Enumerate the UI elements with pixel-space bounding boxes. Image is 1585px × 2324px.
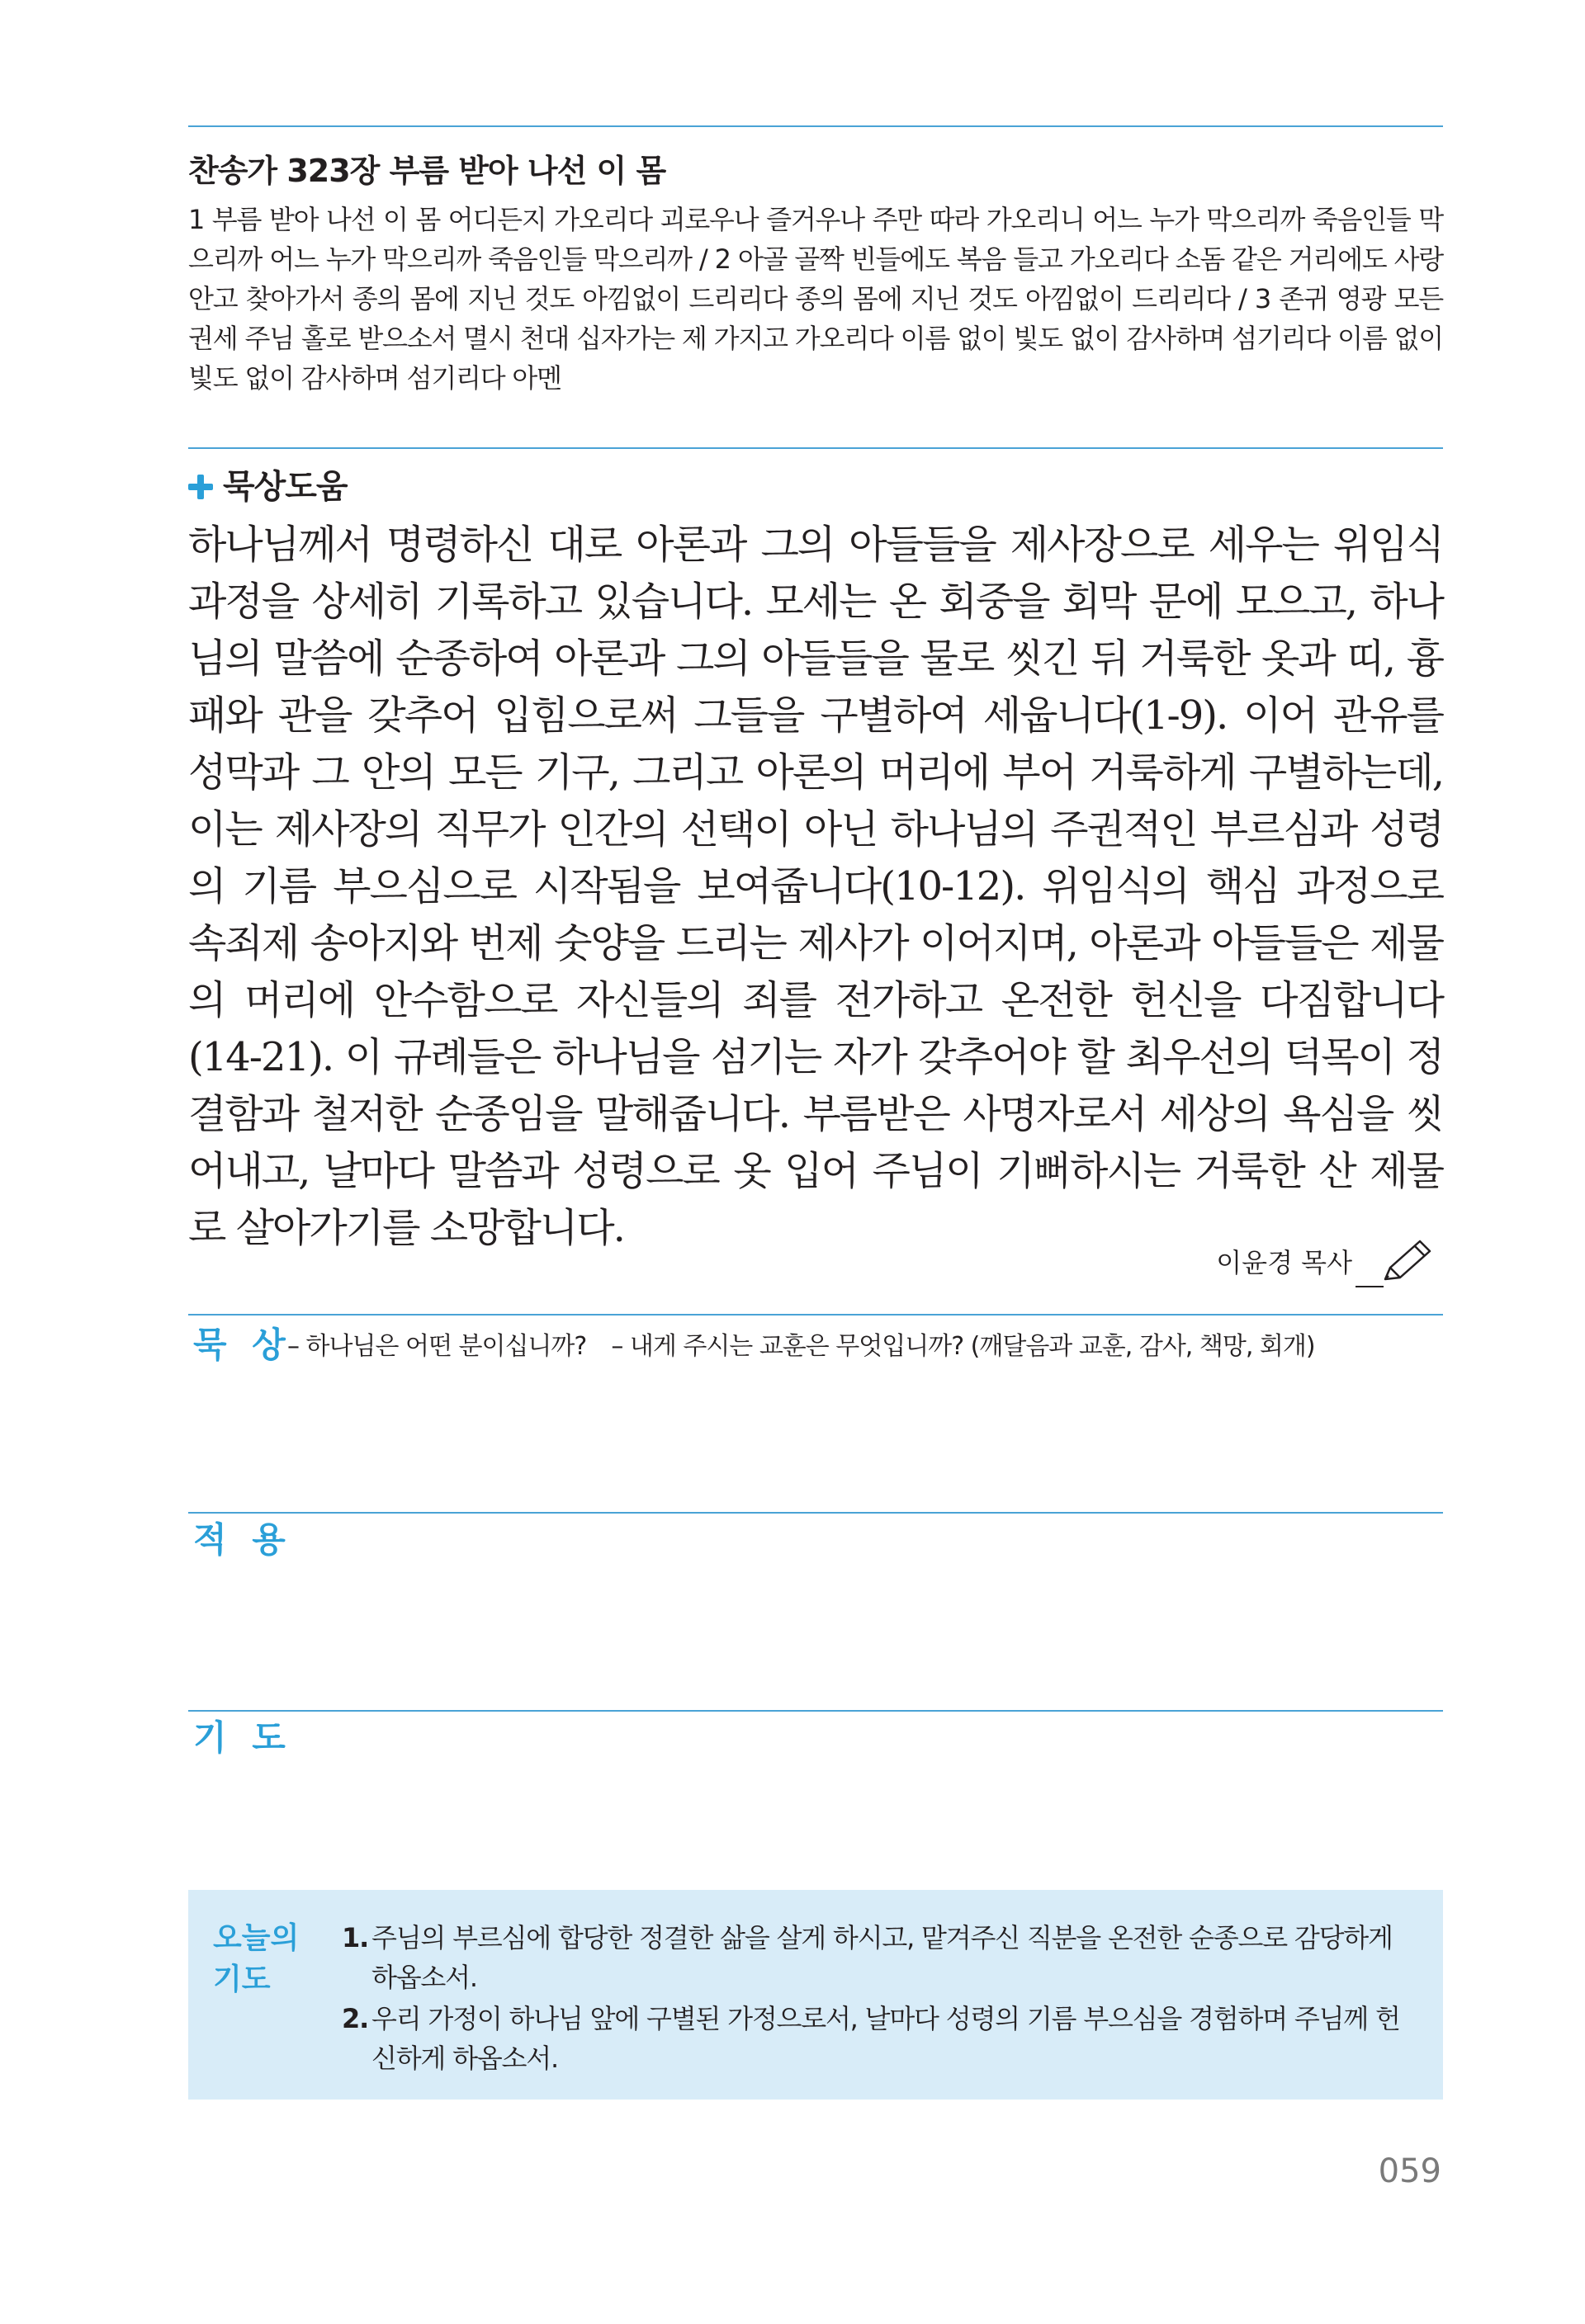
page-number: 059 [1378,2152,1441,2190]
prayer-label: 기 도 [193,1717,292,1758]
list-item [342,1918,1415,1997]
prayer-rule [188,1710,1443,1712]
meditation-prompts [287,1329,1315,1365]
meditation-prompt-1: – 하나님은 어떤 분이십니까? [287,1332,587,1361]
prayer-text: 우리 가정이 하나님 앞에 구별된 가정으로서, 날마다 성령의 기름 부으심을 경험하며 주님께 헌신하게 하옵소서. [371,2003,1400,2074]
prayer-text: 주님의 부르심에 합당한 정결한 삶을 살게 하시고, 맡겨주신 직분을 온전한 순종으로 감당하게 하옵소서. [371,1922,1393,1993]
meditation-help-heading [188,462,348,512]
hymn-bottom-rule [188,447,1443,449]
prayer-number: 1. [342,1922,369,1953]
today-prayer-box [188,1890,1443,2100]
top-rule [188,125,1443,127]
meditation-prompt-2: – 내게 주시는 교훈은 무엇입니까? (깨달음과 교훈, 감사, 책망, 회개) [611,1332,1315,1361]
plus-icon [188,475,213,499]
pencil-icon [1379,1238,1436,1287]
author-signature [1216,1238,1436,1287]
hymn-title: 찬송가 323장 부름 받아 나선 이 몸 [188,153,666,189]
meditation-rule [188,1314,1443,1316]
list-item [342,1999,1415,2078]
prayer-number: 2. [342,2003,369,2034]
meditation-help-title: 묵상도움 [223,468,348,506]
meditation-label: 묵 상 [193,1325,292,1365]
prayer-list [342,1918,1415,2080]
hymn-lyrics: 1 부름 받아 나선 이 몸 어디든지 가오리다 괴로우나 즐거우나 주만 따라 가오리니 어느 누가 막으리까 죽음인들 막으리까 어느 누가 막으리까 죽음인들 막으리까 / 2 아골 골짝 빈들에도 복음 들고 가오리다 소돔 같은 거리에도 사랑 안고 찾아가서 종의 몸에 지닌 것도 아낌없이 드리리다 종의 몸에 지닌 것도 아낌없이 드리리다 / 3 존귀 영광 모든 권세 주님 홀로 받으소서 멸시 천대 십자가는 제 가지고 가오리다 이름 없이 빛도 없이 감사하며 섬기리다 이름 없이 빛도 없이 감사하며 섬기리다 아멘 [188,204,1443,394]
hymn-section [188,149,1443,398]
application-rule [188,1512,1443,1514]
today-prayer-label: 오늘의 기도 [213,1921,300,1996]
meditation-help-body: 하나님께서 명령하신 대로 아론과 그의 아들들을 제사장으로 세우는 위임식 과정을 상세히 기록하고 있습니다. 모세는 온 회중을 회막 문에 모으고, 하나님의 말씀에 순종하여 아론과 그의 아들들을 물로 씻긴 뒤 거룩한 옷과 띠, 흉패와 관을 갖추어 입힘으로써 그들을 구별하여 세웁니다(1-9). 이어 관유를 성막과 그 안의 모든 기구, 그리고 아론의 머리에 부어 거룩하게 구별하는데, 이는 제사장의 직무가 인간의 선택이 아닌 하나님의 주권적인 부르심과 성령의 기름 부으심으로 시작됨을 보여줍니다(10-12). 위임식의 핵심 과정으로 속죄제 송아지와 번제 숫양을 드리는 제사가 이어지며, 아론과 아들들은 제물의 머리에 안수함으로 자신들의 죄를 전가하고 온전한 헌신을 다짐합니다(14-21). 이 규례들은 하나님을 섬기는 자가 갖추어야 할 최우선의 덕목이 정결함과 철저한 순종임을 말해줍니다. 부름받은 사명자로서 세상의 욕심을 씻어내고, 날마다 말씀과 성령으로 옷 입어 주님이 기뻐하시는 거룩한 산 제물로 살아가기를 소망합니다. [188,522,1443,1251]
author-name: 이윤경 목사 [1216,1247,1352,1278]
application-label: 적 용 [193,1519,292,1560]
